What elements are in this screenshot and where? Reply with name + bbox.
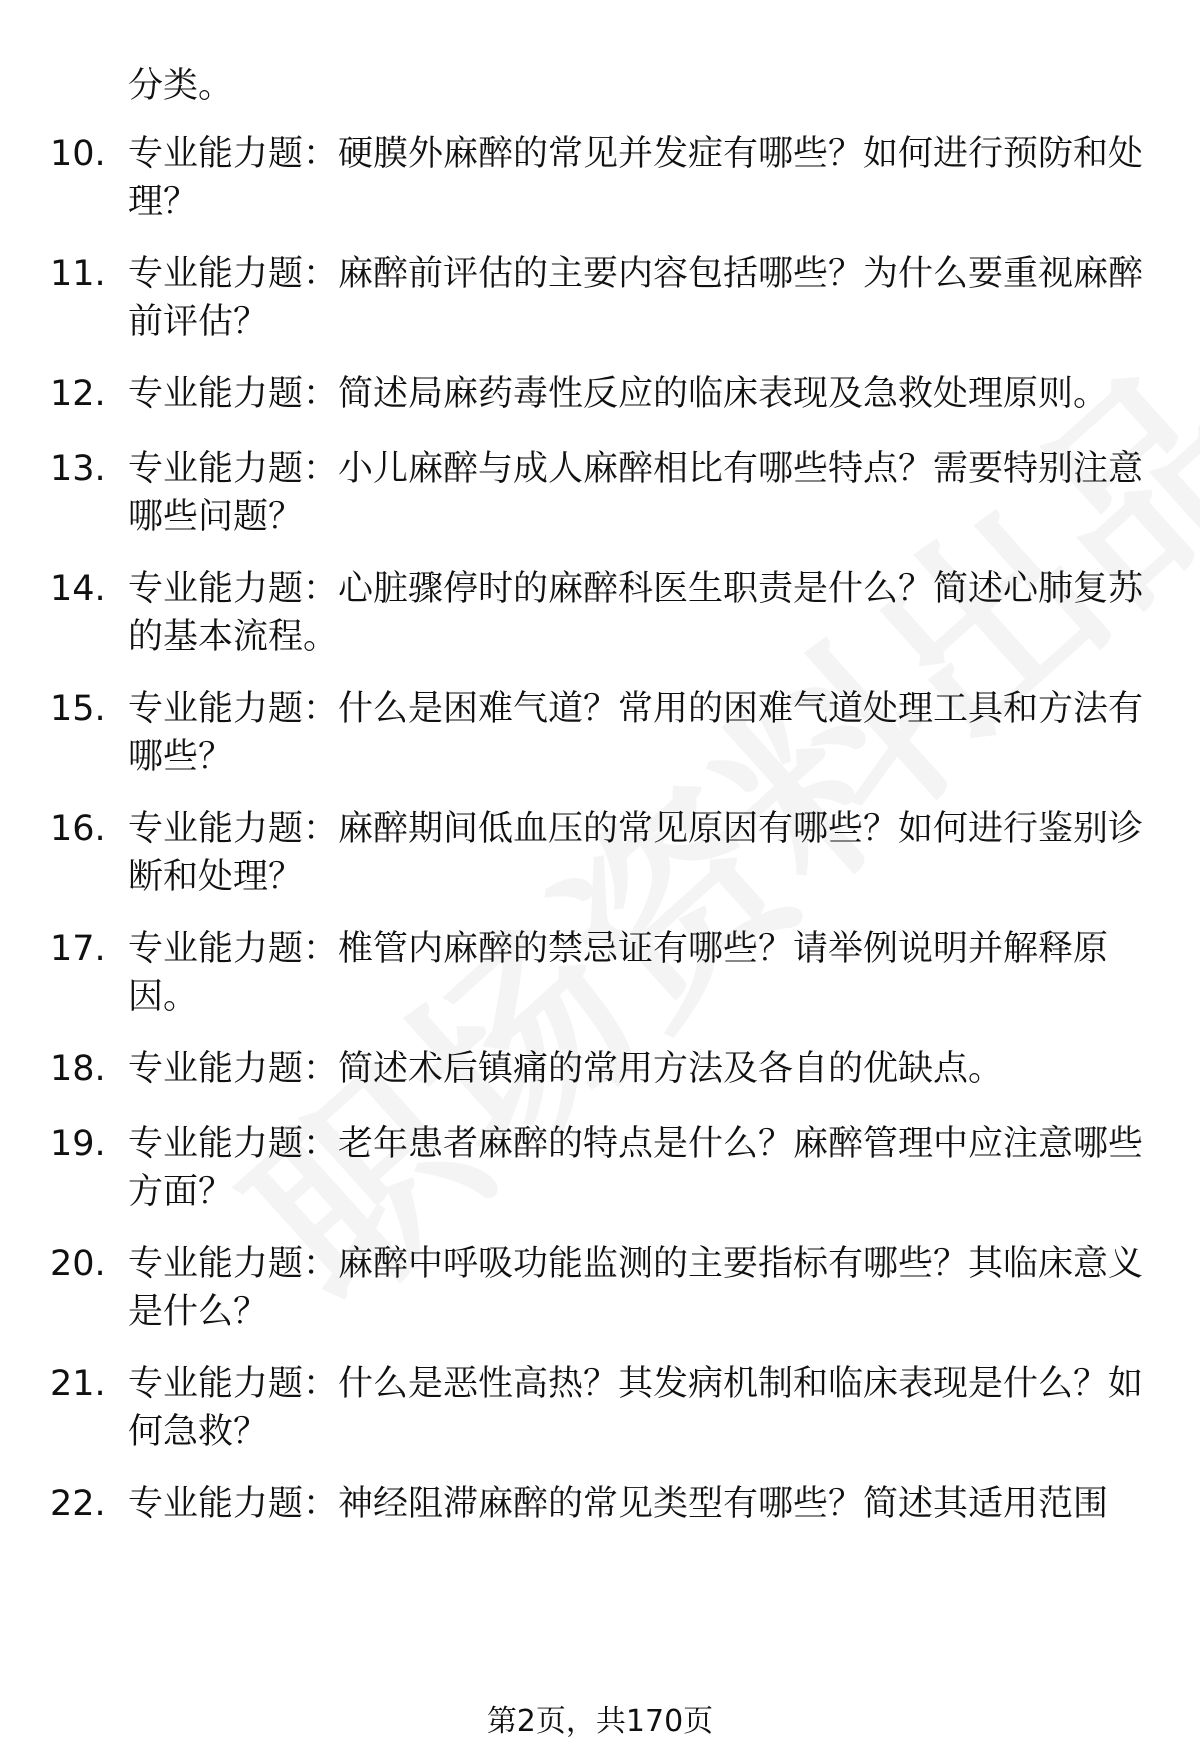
question-number: 11. bbox=[50, 254, 106, 294]
question-text: 专业能力题：心脏骤停时的麻醉科医生职责是什么？简述心肺复苏的基本流程。 bbox=[128, 569, 1144, 657]
question-number: 17. bbox=[50, 929, 106, 969]
question-number: 15. bbox=[50, 689, 106, 729]
question-text: 专业能力题：麻醉前评估的主要内容包括哪些？为什么要重视麻醉前评估？ bbox=[128, 254, 1144, 342]
question-text: 专业能力题：简述术后镇痛的常用方法及各自的优缺点。 bbox=[128, 1049, 1004, 1089]
question-text: 专业能力题：老年患者麻醉的特点是什么？麻醉管理中应注意哪些方面？ bbox=[128, 1124, 1144, 1212]
question-number: 10. bbox=[50, 134, 106, 174]
question-number: 20. bbox=[50, 1244, 106, 1284]
question-number: 13. bbox=[50, 449, 106, 489]
question-number: 18. bbox=[50, 1049, 106, 1089]
question-number: 19. bbox=[50, 1124, 106, 1164]
question-number: 21. bbox=[50, 1364, 106, 1404]
question-number: 22. bbox=[50, 1484, 106, 1524]
question-text: 专业能力题：神经阻滞麻醉的常见类型有哪些？简述其适用范围 bbox=[128, 1484, 1109, 1524]
question-text: 专业能力题：硬膜外麻醉的常见并发症有哪些？如何进行预防和处理？ bbox=[128, 134, 1144, 222]
continued-text: 分类。 bbox=[128, 66, 234, 106]
question-text: 专业能力题：什么是恶性高热？其发病机制和临床表现是什么？如何急救？ bbox=[128, 1364, 1144, 1452]
page-footer: 第2页，共170页 bbox=[486, 1704, 714, 1739]
question-text: 专业能力题：什么是困难气道？常用的困难气道处理工具和方法有哪些？ bbox=[128, 689, 1144, 777]
question-text: 专业能力题：椎管内麻醉的禁忌证有哪些？请举例说明并解释原因。 bbox=[128, 929, 1109, 1017]
question-number: 16. bbox=[50, 809, 106, 849]
question-number: 14. bbox=[50, 569, 106, 609]
question-text: 专业能力题：麻醉中呼吸功能监测的主要指标有哪些？其临床意义是什么？ bbox=[128, 1244, 1144, 1332]
question-text: 专业能力题：麻醉期间低血压的常见原因有哪些？如何进行鉴别诊断和处理？ bbox=[128, 809, 1144, 897]
question-text: 专业能力题：简述局麻药毒性反应的临床表现及急救处理原则。 bbox=[128, 374, 1109, 414]
question-text: 专业能力题：小儿麻醉与成人麻醉相比有哪些特点？需要特别注意哪些问题？ bbox=[128, 449, 1144, 537]
question-number: 12. bbox=[50, 374, 106, 414]
